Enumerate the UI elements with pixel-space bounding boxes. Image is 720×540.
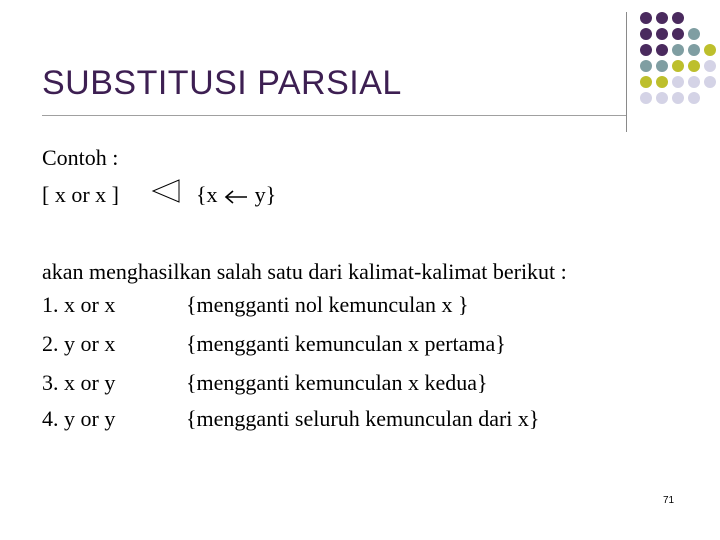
decorative-dot: [672, 12, 684, 24]
item-right: {mengganti seluruh kemunculan dari x}: [186, 406, 540, 431]
decorative-dot: [640, 12, 652, 24]
item-left: 3. x or y: [42, 370, 116, 395]
description: akan menghasilkan salah satu dari kalimat-kalimat berikut :: [42, 259, 567, 284]
decorative-dot: [688, 44, 700, 56]
item-right: {mengganti kemunculan x pertama}: [186, 331, 506, 356]
decorative-dot: [656, 28, 668, 40]
substitution: [196, 182, 276, 208]
decorative-dot: [656, 60, 668, 72]
decorative-dot: [672, 76, 684, 88]
decorative-dot: [688, 92, 700, 104]
decorative-dot: [688, 60, 700, 72]
vertical-divider: [626, 12, 627, 132]
decorative-dot: [656, 44, 668, 56]
item-right: {mengganti nol kemunculan x }: [186, 292, 469, 317]
decorative-dot: [672, 60, 684, 72]
title-divider: [42, 115, 626, 116]
decorative-dot: [656, 92, 668, 104]
decorative-dot: [640, 76, 652, 88]
decorative-dot: [688, 28, 700, 40]
item-left: 1. x or x: [42, 292, 116, 317]
substitution-close: y}: [254, 182, 277, 207]
page-number: 71: [663, 495, 675, 506]
left-arrow-icon: [223, 190, 249, 204]
substitution-open: {x: [196, 182, 218, 207]
decorative-dot: [704, 76, 716, 88]
decorative-dot: [656, 76, 668, 88]
decorative-dot: [672, 92, 684, 104]
decorative-dot: [640, 44, 652, 56]
triangle-left-icon: [151, 179, 181, 203]
decorative-dot: [640, 92, 652, 104]
example-label: Contoh :: [42, 145, 119, 170]
decorative-dot: [640, 28, 652, 40]
decorative-dot-grid: [640, 12, 720, 122]
item-left: 4. y or y: [42, 406, 116, 431]
decorative-dot: [688, 76, 700, 88]
decorative-dot: [656, 12, 668, 24]
decorative-dot: [672, 44, 684, 56]
decorative-dot: [704, 44, 716, 56]
decorative-dot: [704, 60, 716, 72]
slide-title: SUBSTITUSI PARSIAL: [42, 64, 402, 102]
decorative-dot: [672, 28, 684, 40]
item-left: 2. y or x: [42, 331, 116, 356]
decorative-dot: [640, 60, 652, 72]
item-right: {mengganti kemunculan x kedua}: [186, 370, 488, 395]
expression: [ x or x ]: [42, 182, 119, 207]
